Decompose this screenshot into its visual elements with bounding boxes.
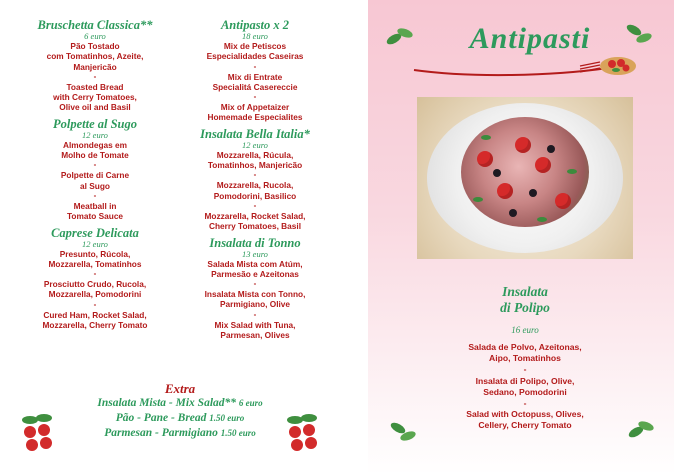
separator: - (253, 200, 257, 210)
featured-dish-name (460, 284, 590, 316)
dish-description-line: Parmigiano, Olive (219, 299, 291, 310)
dish-description-line: Mozzarella, Cherry Tomato (42, 320, 148, 331)
dish-description-line: Insalata Mista con Tonno, (204, 289, 306, 300)
separator: - (93, 299, 97, 309)
menu-item (10, 226, 180, 331)
dish-price: 18 euro (242, 31, 268, 41)
dish-description-line: al Sugo (80, 180, 110, 191)
dish-description-line: Cherry Tomatoes, Basil (208, 221, 302, 232)
dish-description-line: Aipo, Tomatinhos (489, 353, 561, 364)
menu-item (180, 236, 330, 341)
extra-item (40, 426, 320, 441)
menu-item (10, 18, 180, 113)
menu-item (180, 127, 330, 232)
extra-heading: Extra (164, 381, 196, 396)
dish-description-line: Molho de Tomate (61, 150, 129, 161)
dish-description-line: Cellery, Cherry Tomato (478, 420, 572, 431)
separator: - (93, 190, 97, 200)
dish-description-line: Tomatinhos, Manjericão (207, 160, 303, 171)
dish-description-line: Salada de Polvo, Azeitonas, (468, 342, 582, 352)
extra-item-price: 1.50 euro (220, 428, 256, 438)
separator: - (93, 71, 97, 81)
dish-description-line: Homemade Especialites (207, 112, 303, 123)
separator: - (253, 279, 257, 289)
menu-item (10, 117, 180, 222)
dish-price: 12 euro (82, 129, 108, 140)
dish-name: Insalata Bella Italia* (200, 126, 310, 141)
menu-item (180, 18, 330, 123)
featured-dish-description (445, 342, 605, 432)
dish-description-line: Salada Mista com Atúm, (207, 258, 303, 269)
dish-description-line: Mix of Appetaizer (220, 102, 290, 113)
extra-item-price: 1.50 euro (209, 413, 245, 423)
featured-dish-line1: Insalata (502, 284, 548, 299)
extra-item-name: Pão - Pane - Bread (115, 412, 207, 424)
dish-description-line: Parmesan, Olives (220, 330, 290, 341)
leaf-sprig-icon (626, 418, 656, 446)
dish-description-line: Olive oil and Basil (59, 102, 131, 113)
tomato-branch-icon (283, 410, 321, 452)
dish-description-line: Cured Ham, Rocket Salad, (43, 309, 147, 320)
dish-name: Polpette al Sugo (52, 116, 138, 131)
dish-description-line: Toasted Bread (66, 81, 124, 92)
separator: - (253, 309, 257, 319)
separator: - (523, 364, 527, 375)
dish-description-line: Manjericão (73, 61, 117, 72)
dish-name: Bruschetta Classica** (37, 18, 153, 32)
dish-description-line: Mozzarella, Pomodorini (48, 289, 142, 300)
dish-price: 12 euro (242, 139, 268, 150)
separator: - (523, 398, 527, 409)
extra-item-name: Parmesan - Parmigiano (104, 427, 218, 439)
menu-column-1 (10, 18, 180, 334)
extra-item-name: Insalata Mista - Mix Salad** (97, 397, 237, 409)
dish-description-line: Prosciutto Crudo, Rucola, (43, 279, 147, 290)
featured-dish-line2: di Polipo (500, 300, 550, 315)
featured-dish-price: 16 euro (511, 325, 539, 335)
dish-price: 6 euro (84, 31, 106, 41)
separator: - (93, 269, 97, 279)
extra-item-price: 6 euro (238, 398, 263, 408)
separator: - (253, 92, 257, 102)
dish-description-line: Polpette di Carne (60, 170, 130, 181)
dish-name: Caprese Delicata (51, 225, 139, 240)
dish-description-line: Mix di Entrate (227, 71, 283, 82)
dish-price: 13 euro (242, 248, 268, 259)
extra-section (40, 382, 320, 441)
dish-description-line: Pão Tostado (70, 41, 120, 51)
dish-description-line: Almondegas em (62, 139, 128, 150)
leaf-sprig-icon (385, 24, 415, 50)
dish-description-line: Mix Salad with Tuna, (214, 319, 296, 330)
dish-description-line: Salad with Octopuss, Olives, (466, 409, 584, 420)
separator: - (253, 170, 257, 180)
dish-description-line: Pomodorini, Basilico (213, 190, 297, 201)
leaf-sprig-icon (388, 418, 418, 446)
dish-description-line: com Tomatinhos, Azeite, (46, 51, 144, 62)
dish-description-line: Mix de Petiscos (223, 41, 287, 51)
dish-description-line: Mozzarella, Tomatinhos (48, 258, 142, 269)
dish-description-line: Presunto, Rúcola, (59, 248, 131, 259)
dish-price: 12 euro (82, 238, 108, 249)
menu-column-2 (180, 18, 330, 344)
octopus-salad-photo (417, 97, 633, 259)
separator: - (253, 61, 257, 71)
dish-description-line: Sedano, Pomodorini (483, 386, 567, 397)
separator: - (93, 160, 97, 170)
dish-description-line: Specialitá Casereccie (212, 81, 298, 92)
dish-description-line: Tomato Sauce (66, 211, 124, 222)
extra-item (40, 396, 320, 411)
dish-description-line: Mozzarella, Rocket Salad, (204, 210, 306, 221)
tomato-branch-icon (18, 410, 56, 452)
dish-description-line: Mozzarella, Rucola, (216, 180, 294, 191)
extra-item (40, 411, 320, 426)
dish-description-line: Parmesão e Azeitonas (211, 268, 299, 279)
dish-description-line: Meatball in (73, 200, 117, 211)
dish-name: Insalata di Tonno (209, 235, 301, 250)
page-title: Antipasti (469, 22, 591, 55)
leaf-sprig-icon (624, 20, 654, 48)
fork-bruschetta-icon (412, 54, 638, 82)
dish-description-line: Insalata di Polipo, Olive, (475, 375, 575, 386)
dish-description-line: with Cerry Tomatoes, (53, 92, 137, 103)
dish-name: Antipasto x 2 (220, 18, 290, 32)
dish-description-line: Mozzarella, Rúcula, (216, 149, 294, 160)
dish-description-line: Especialidades Caseiras (206, 51, 304, 62)
